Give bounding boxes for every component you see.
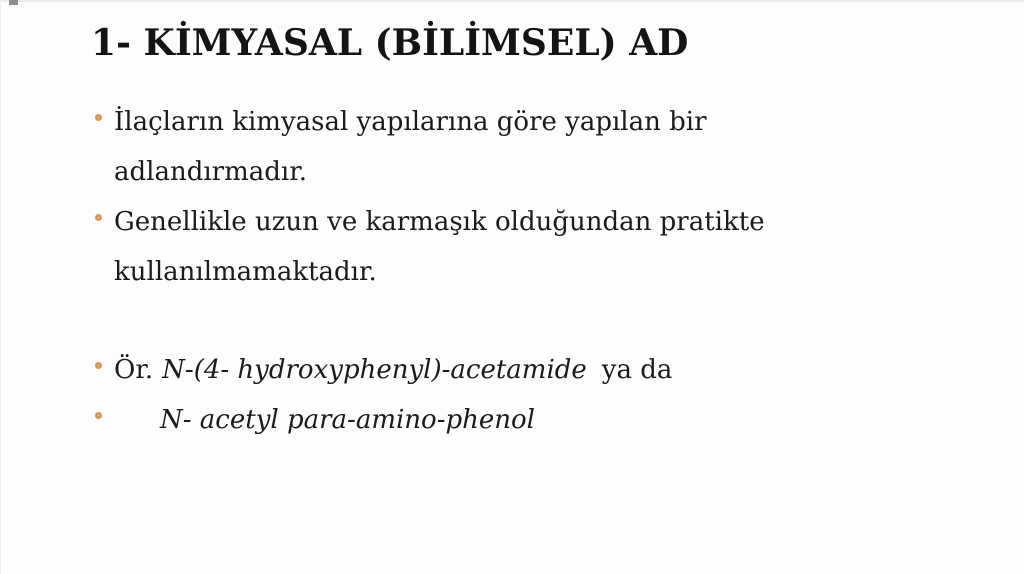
example-label: Ör.: [114, 355, 154, 385]
bullet-text: [114, 345, 672, 395]
bullet-item-chemical-naming: [95, 97, 935, 197]
bullet-circle-icon: [95, 412, 102, 419]
bullet-line: İlaçların kimyasal yapılarına göre yapılan bir: [114, 107, 707, 137]
bullet-item-synonym: [95, 395, 935, 445]
vertical-spacer: [95, 297, 935, 345]
bullet-line: Genellikle uzun ve karmaşık olduğundan pratikte: [114, 207, 765, 237]
bullet-circle-icon: [95, 362, 102, 369]
bullet-line: adlandırmadır.: [114, 157, 308, 187]
chemical-name-italic: N-(4- hydroxyphenyl)-acetamide: [162, 355, 587, 385]
bullet-text: [114, 197, 765, 297]
bullet-item-example: [95, 345, 935, 395]
bullet-text: [114, 395, 535, 445]
chemical-name-italic: N- acetyl para-amino-phenol: [160, 405, 535, 435]
or-label: ya da: [601, 355, 673, 385]
bullet-circle-icon: [95, 214, 102, 221]
bullet-text: [114, 97, 707, 197]
bullet-list: [95, 97, 935, 445]
top-left-artifact: [9, 0, 18, 5]
bullet-circle-icon: [95, 114, 102, 121]
slide-title: 1- KİMYASAL (BİLİMSEL) AD: [91, 22, 689, 64]
bullet-line: kullanılmamaktadır.: [114, 257, 377, 287]
top-edge-line: [1, 0, 1024, 2]
bullet-item-complexity: [95, 197, 935, 297]
